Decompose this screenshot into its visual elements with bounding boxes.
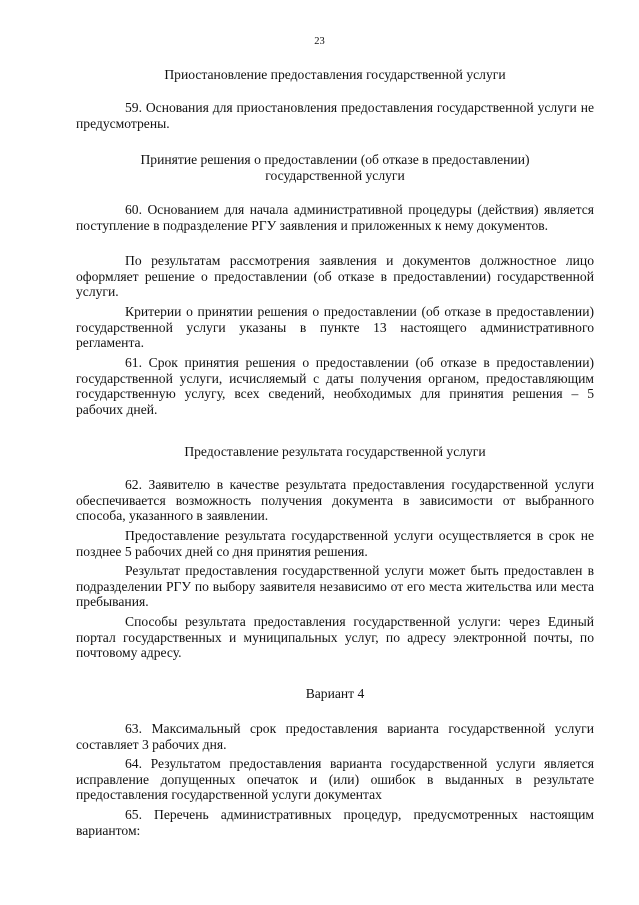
paragraph-64: 64. Результатом предоставления варианта государственной услуги является исправление допущенных опечаток и (или) ошибок в выданных в результате предоставления государственной услуги документах (76, 756, 594, 803)
paragraph-60-results: По результатам рассмотрения заявления и документов должностное лицо оформляет решение о предоставлении (об отказе в предоставлении) государственной услуги. (76, 253, 594, 300)
paragraph-60: 60. Основанием для начала административной процедуры (действия) является поступление в подразделение РГУ заявления и приложенных к нему документов. (76, 202, 594, 233)
heading-variant-4: Вариант 4 (305, 686, 365, 701)
paragraph-62-deadline: Предоставление результата государственной услуги осуществляется в срок не позднее 5 рабочих дней со дня принятия решения. (76, 528, 594, 559)
heading-suspension: Приостановление предоставления государственной услуги (164, 67, 506, 82)
paragraph-63: 63. Максимальный срок предоставления варианта государственной услуги составляет 3 рабочих дня. (76, 721, 594, 752)
paragraph-59: 59. Основания для приостановления предоставления государственной услуги не предусмотрены. (76, 100, 594, 131)
heading-decision-line2: государственной услуги (265, 168, 405, 183)
paragraph-65: 65. Перечень административных процедур, предусмотренных настоящим вариантом: (76, 807, 594, 838)
paragraph-62: 62. Заявителю в качестве результата предоставления государственной услуги обеспечивается возможность получения документа в зависимости от выбранного способа, указанного в заявлении. (76, 477, 594, 524)
paragraph-61: 61. Срок принятия решения о предоставлении (об отказе в предоставлении) государственной услуги, исчисляемый с даты получения органом, предоставляющим государственную услугу, всех сведений, необходимых для принятия решения – 5 рабочих дней. (76, 355, 594, 417)
paragraph-62-methods: Способы результата предоставления государственной услуги: через Единый портал государственных и муниципальных услуг, по адресу электронной почты, по почтовому адресу. (76, 614, 594, 661)
heading-result-delivery: Предоставление результата государственной услуги (184, 444, 486, 459)
heading-decision-line1: Принятие решения о предоставлении (об отказе в предоставлении) (140, 152, 530, 167)
page-number: 23 (314, 36, 325, 47)
paragraph-60-criteria: Критерии о принятии решения о предоставлении (об отказе в предоставлении) государственной услуги указаны в пункте 13 настоящего административного регламента. (76, 304, 594, 351)
paragraph-62-place: Результат предоставления государственной услуги может быть предоставлен в подразделении РГУ по выбору заявителя независимо от его места жительства или места пребывания. (76, 563, 594, 610)
